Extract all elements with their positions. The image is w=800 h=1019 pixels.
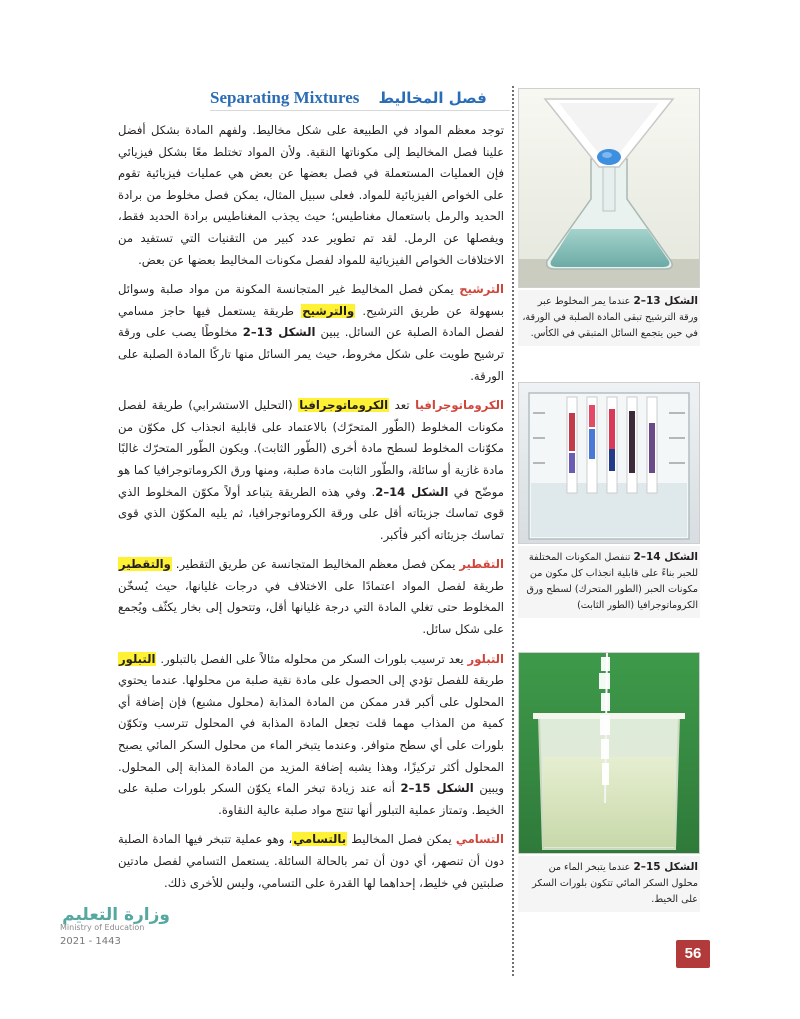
figure-number-14: الشكل 14–2 bbox=[633, 551, 698, 563]
crystallization-text-1: يعد ترسيب بلورات السكر من محلوله مثالاً على الفصل بالتبلور. bbox=[156, 651, 468, 666]
filtration-text-2: طريقة يستعمل فيها حاجز مسامي لفصل المادة الصلبة عن السائل. يبين bbox=[118, 303, 504, 340]
figure-caption-text-15: عندما يتبخر الماء من محلول السكر المائي تتكون بلورات السكر على الخيط. bbox=[532, 862, 698, 905]
paragraph-distillation bbox=[118, 554, 504, 640]
crystallization-text-2: طريقة للفصل تؤدي إلى الحصول على مادة نقية صلبة من محلولها. عندما يحتوي المحلول على أكبر قدر ممكن من المادة المذابة (محلول مشبع) فإن إضافة أي كمية من المذاب مهما قلت تجعل المادة المذابة في المحلول تترسب وتكوّن بلورات على أي سطح متوافر. وعندما يتبخر الماء من محلول السكر المائي يصبح المحلول أكثر تركيزًا، وهذا يشبه إضافة المزيد من المادة المذابة إلى المحلول. ويبين bbox=[118, 673, 504, 796]
lead-term-crystallization: التبلور bbox=[467, 651, 504, 666]
paragraph-filtration bbox=[118, 279, 504, 387]
lead-term-distillation: التقطير bbox=[459, 557, 504, 572]
ministry-logo bbox=[60, 905, 170, 965]
heading-english: Separating Mixtures bbox=[210, 88, 360, 107]
highlight-term-filtration: والترشيح bbox=[302, 303, 355, 318]
figure-caption-text-13: عندما يمر المخلوط عبر ورقة الترشيح تبقى المادة الصلبة في الورقة، في حين يتجمع السائل المتبقي في الكأس. bbox=[522, 296, 698, 339]
figure-caption-15 bbox=[518, 856, 700, 912]
figure-ref-14: الشكل 14–2 bbox=[375, 484, 449, 499]
page-number: 56 bbox=[676, 940, 710, 968]
figure-number-13: الشكل 13–2 bbox=[633, 295, 698, 307]
logo-ministry-name: وزارة التعليم bbox=[62, 905, 170, 925]
highlight-term-chromatography: الكروماتوجرافيا bbox=[299, 398, 389, 413]
filtration-text-1: يمكن فصل المخاليط غير المتجانسة المكونة من مواد صلبة وسوائل بسهولة عن طريق الترشيح. bbox=[118, 282, 504, 318]
sublimation-text-1: يمكن فصل المخاليط bbox=[347, 832, 456, 847]
main-text-column bbox=[118, 120, 504, 902]
chromatography-illustration bbox=[519, 383, 699, 543]
column-separator bbox=[512, 86, 514, 976]
highlight-term-crystallization: التبلور bbox=[119, 651, 156, 666]
paragraph-crystallization bbox=[118, 649, 504, 822]
crystallization-illustration bbox=[519, 653, 699, 853]
figure-caption-14 bbox=[518, 546, 700, 618]
figure-ref-13: الشكل 13–2 bbox=[242, 325, 316, 340]
highlight-term-distillation: والتقطير bbox=[119, 557, 171, 572]
figure-ref-15: الشكل 15–2 bbox=[400, 781, 474, 796]
chromatography-text-2: (التحليل الاستشرابي) طريقة لفصل مكونات المخلوط (الطّور المتحرّك) بالاعتماد على قابلية انجذاب كل مكوّن من مكوّنات المخلوط لسطح مادة أخرى (الطّور الثابت). ويكون الطّور المتحرّك غالبًا مادة غازية أو سائلة، والطّور الثابت مادة صلبة، ومنها ورق الكروماتوجرافيا كما هو موضّح في bbox=[118, 398, 504, 499]
lead-term-chromatography: الكروماتوجرافيا bbox=[415, 398, 505, 413]
filtration-text-3: مخلوطًا يصب على ورقة ترشيح طويت على شكل مخروط، حيث يمر السائل منها تاركًا المادة الصلبة على الورقة. bbox=[118, 325, 504, 383]
figure-caption-13 bbox=[518, 290, 700, 346]
highlight-term-sublimation: بالتسامي bbox=[293, 832, 347, 847]
figure-filtration-photo bbox=[518, 88, 700, 288]
paragraph-intro: توجد معظم المواد في الطبيعة على شكل مخاليط. ولفهم المادة بشكل أفضل علينا فصل المخاليط إلى مكوناتها النقية. ولأن المواد تختلط معًا بشكل فيزيائي فإن العمليات المستعملة في فصل بعضها عن بعض هي عمليات فيزيائية تقوم على الخواص الفيزيائية للمواد. فعلى سبيل المثال، يمكن فصل مخلوط من برادة الحديد والرمل باستعمال مغناطيس؛ حيث يجذب المغناطيس برادة الحديد فقط، ويفصلها عن الرمل. لقد تم تطوير عدد كبير من التقنيات التي تستفيد من الاختلافات الخواص الفيزيائية للمواد لفصل مكونات المخاليط بعضها عن بعض. bbox=[118, 123, 504, 267]
distillation-text-1: يمكن فصل معظم المخاليط المتجانسة عن طريق التقطير. bbox=[171, 557, 460, 572]
logo-english-subtitle: Ministry of Education bbox=[60, 923, 145, 932]
section-heading bbox=[210, 88, 500, 110]
chromatography-text-3: . وفي هذه الطريقة يتباعد أولاً مكوّن المخلوط الذي قوى تماسك جزيئاته أقل على ورقة الكروماتوجرافيا، ثم يليه المكوّن الذي قوى تماسك جزيئاته أكبر فأكبر. bbox=[118, 484, 504, 542]
figure-crystallization-photo bbox=[518, 652, 700, 854]
distillation-text-2: طريقة لفصل المواد اعتمادًا على الاختلاف في درجات غليانها، حيث يُسخّن المخلوط حتى تغلي المادة التي درجة غليانها أقل، وتتحول إلى بخار يكثّف ويُجمع على شكل سائل. bbox=[118, 578, 504, 637]
heading-divider bbox=[210, 110, 510, 111]
chromatography-text-1: تعد bbox=[389, 398, 416, 413]
figure-chromatography-photo bbox=[518, 382, 700, 544]
heading-arabic: فصل المخاليط bbox=[378, 89, 487, 107]
crystallization-text-3: أنه عند زيادة تبخر الماء يكوّن السكر بلورات صلبة على الخيط. وتمتاز عملية التبلور أنها تنتج مواد صلبة عالية النقاوة. bbox=[118, 781, 504, 817]
paragraph-chromatography bbox=[118, 395, 504, 546]
lead-term-sublimation: التسامي bbox=[455, 832, 504, 847]
paragraph-sublimation bbox=[118, 829, 504, 894]
sublimation-text-2: ، وهو عملية تتبخر فيها المادة الصلبة دون أن تنصهر، أي دون أن تمر بالحالة السائلة. يستعمل التسامي لفصل مادتين صلبتين في خليط، إحداهما لها القدرة على التسامي، وليس للأخرى ذلك. bbox=[118, 832, 504, 890]
figure-number-15: الشكل 15–2 bbox=[633, 861, 698, 873]
edition-year: 2021 - 1443 bbox=[60, 936, 121, 947]
lead-term-filtration: الترشيح bbox=[459, 282, 504, 297]
figure-caption-text-14: تنفصل المكونات المختلفة للحبر بناءً على قابلية انجذاب كل مكون من مكونات الحبر (الطور المتحرك) لسطح ورق الكروماتوجرافيا (الطور الثابت) bbox=[526, 552, 698, 611]
filtration-illustration bbox=[519, 89, 699, 287]
